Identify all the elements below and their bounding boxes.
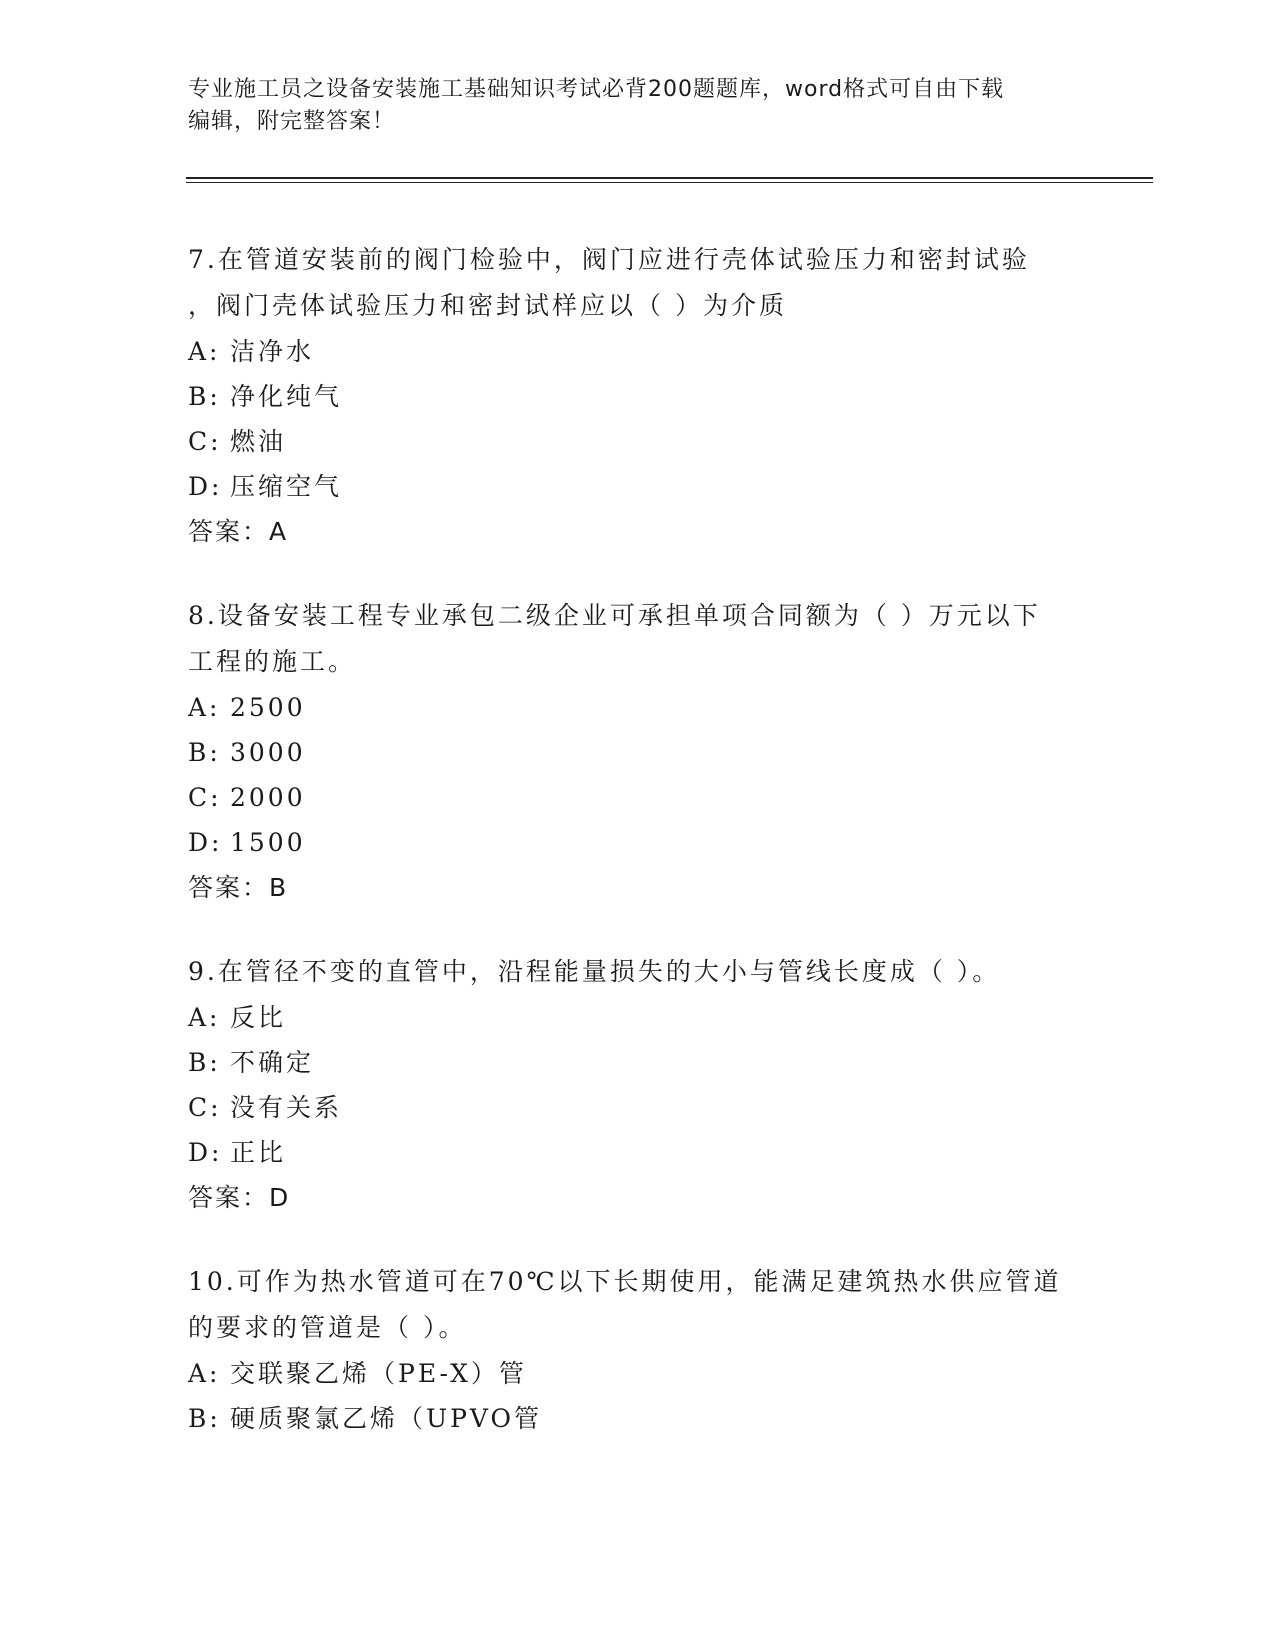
answer-line: 答案：D bbox=[188, 1183, 291, 1212]
answer-line: 答案：B bbox=[188, 873, 289, 902]
option-d bbox=[188, 1130, 1108, 1175]
option-letter: D: bbox=[188, 472, 223, 501]
option-letter: A: bbox=[188, 693, 221, 722]
option-text: 2500 bbox=[230, 693, 306, 722]
option-text: 燃油 bbox=[230, 427, 287, 456]
option-letter: B: bbox=[188, 382, 221, 411]
option-letter: A: bbox=[188, 1359, 221, 1388]
question-stem: 8.设备安装工程专业承包二级企业可承担单项合同额为（ ）万元以下 bbox=[188, 601, 1041, 630]
option-text: 2000 bbox=[230, 783, 306, 812]
option-c bbox=[188, 775, 1108, 820]
header-line-1: 专业施工员之设备安装施工基础知识考试必背200题题库，word格式可自由下载 bbox=[188, 77, 1005, 102]
option-a bbox=[188, 1351, 1108, 1396]
option-text: 不确定 bbox=[230, 1048, 315, 1077]
option-letter: B: bbox=[188, 1048, 221, 1077]
option-text: 没有关系 bbox=[230, 1093, 343, 1122]
option-letter: B: bbox=[188, 738, 221, 767]
question-stem: 的要求的管道是（ ）。 bbox=[188, 1313, 467, 1342]
option-text: 洁净水 bbox=[230, 337, 315, 366]
option-letter: D: bbox=[188, 1138, 223, 1167]
question-stem: 工程的施工。 bbox=[188, 647, 357, 676]
question-stem: 7.在管道安装前的阀门检验中，阀门应进行壳体试验压力和密封试验 bbox=[188, 245, 1030, 274]
question-stem: 9.在管径不变的直管中，沿程能量损失的大小与管线长度成（ ）。 bbox=[188, 957, 1001, 986]
question-7 bbox=[188, 237, 1108, 555]
option-b bbox=[188, 1040, 1108, 1085]
option-c bbox=[188, 1085, 1108, 1130]
option-letter: D: bbox=[188, 828, 223, 857]
option-text: 1500 bbox=[230, 828, 306, 857]
question-9 bbox=[188, 949, 1108, 1221]
option-text: 净化纯气 bbox=[230, 382, 343, 411]
header-rule-thin bbox=[186, 182, 1153, 183]
option-letter: C: bbox=[188, 427, 222, 456]
option-letter: B: bbox=[188, 1404, 221, 1433]
answer-line: 答案：A bbox=[188, 517, 289, 546]
option-a bbox=[188, 995, 1108, 1040]
option-text: 3000 bbox=[230, 738, 306, 767]
option-text: 硬质聚氯乙烯（UPVO管 bbox=[230, 1404, 543, 1433]
question-stem: ，阀门壳体试验压力和密封试样应以（ ）为介质 bbox=[188, 291, 787, 320]
question-stem: 10.可作为热水管道可在70℃以下长期使用，能满足建筑热水供应管道 bbox=[188, 1267, 1062, 1296]
option-b bbox=[188, 374, 1108, 419]
option-text: 压缩空气 bbox=[230, 472, 343, 501]
option-a bbox=[188, 685, 1108, 730]
option-text: 正比 bbox=[230, 1138, 287, 1167]
option-text: 交联聚乙烯（PE-X）管 bbox=[230, 1359, 527, 1388]
option-b bbox=[188, 730, 1108, 775]
question-list bbox=[188, 237, 1108, 1479]
option-d bbox=[188, 464, 1108, 509]
option-letter: C: bbox=[188, 1093, 222, 1122]
option-letter: A: bbox=[188, 1003, 221, 1032]
question-10 bbox=[188, 1259, 1108, 1441]
option-text: 反比 bbox=[230, 1003, 287, 1032]
option-letter: A: bbox=[188, 337, 221, 366]
option-c bbox=[188, 419, 1108, 464]
question-8 bbox=[188, 593, 1108, 911]
option-letter: C: bbox=[188, 783, 222, 812]
header-line-2: 编辑，附完整答案！ bbox=[188, 109, 396, 134]
option-d bbox=[188, 820, 1108, 865]
header-rule-thick bbox=[186, 177, 1153, 179]
option-a bbox=[188, 329, 1108, 374]
document-header bbox=[188, 74, 1088, 138]
option-b bbox=[188, 1396, 1108, 1441]
